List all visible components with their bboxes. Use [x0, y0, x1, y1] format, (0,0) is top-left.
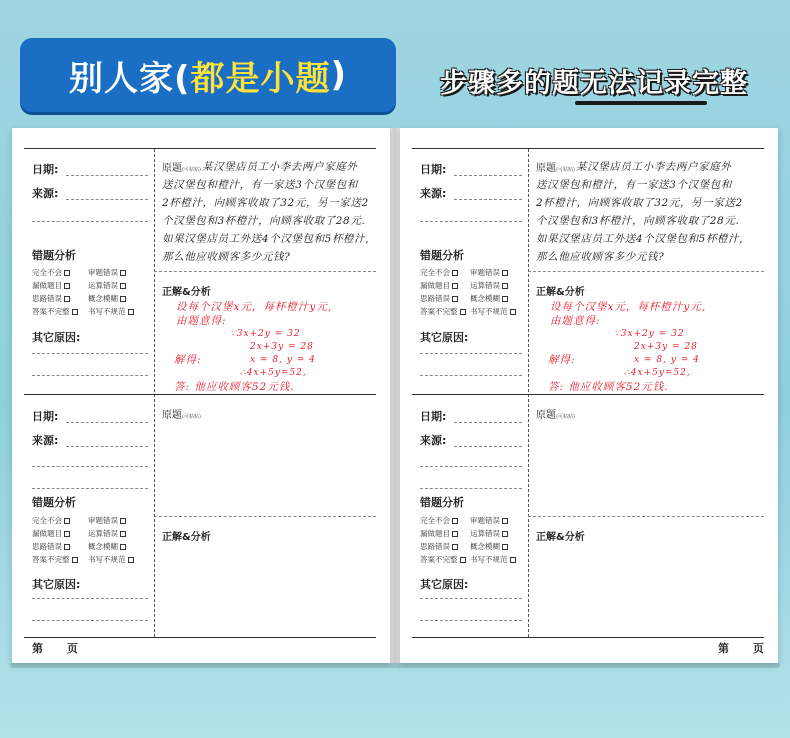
source-line: [66, 199, 148, 200]
answer-label: 正解&分析: [162, 287, 211, 298]
checkbox-item[interactable]: 完全不会: [32, 515, 70, 526]
checkbox-item[interactable]: 书写不规范: [470, 554, 516, 565]
date-label: 日期:: [32, 163, 59, 176]
original-label: 原题(可粘贴): [536, 163, 575, 174]
answer-label: 正解&分析: [536, 532, 585, 543]
checkbox-item[interactable]: 概念模糊: [470, 293, 508, 304]
checkbox-item[interactable]: 审题错误: [470, 267, 508, 278]
solution-equation: ∵3x+2y = 32: [230, 329, 301, 339]
checkbox-item[interactable]: 审题错误: [88, 515, 126, 526]
other-reason-label: 其它原因:: [420, 331, 469, 344]
date-label: 日期:: [420, 163, 447, 176]
other-reason-label: 其它原因:: [32, 331, 81, 344]
source-label: 来源:: [32, 434, 59, 447]
solution-answer: 答: 他应收顾客52元钱.: [548, 381, 669, 393]
checkbox-item[interactable]: 答案不完整: [420, 306, 466, 317]
date-line: [454, 422, 522, 423]
original-label: 原题(可粘贴): [536, 410, 575, 421]
notebook-page-left: [12, 128, 390, 663]
problem-line: 某汉堡店员工小李去两户家庭外: [576, 161, 732, 173]
source-label: 来源:: [420, 187, 447, 200]
section-divider: [154, 516, 376, 517]
page-number-label: 第 页: [718, 642, 774, 655]
problem-line: 如果汉堡店员工外送4个汉堡包和5杯橙汁,: [162, 233, 370, 245]
reason-line: [420, 620, 522, 621]
source-line: [32, 488, 148, 489]
solution-result: x = 8, y = 4: [634, 355, 700, 365]
column-divider: [528, 149, 529, 637]
original-label: 原题(可粘贴): [162, 410, 201, 421]
reason-line: [32, 353, 148, 354]
reason-line: [32, 375, 148, 376]
checkbox-item[interactable]: 思路错误: [420, 541, 458, 552]
page-frame: [24, 148, 376, 638]
solution-equation: ∵3x+2y = 32: [614, 329, 685, 339]
date-line: [66, 422, 148, 423]
solution-solve-label: 解得:: [174, 354, 202, 366]
solution-answer: 答: 他应收顾客52元钱.: [174, 381, 295, 393]
checkbox-item[interactable]: 书写不规范: [88, 306, 134, 317]
checkbox-item[interactable]: 漏做题目: [32, 280, 70, 291]
checkbox-item[interactable]: 完全不会: [420, 267, 458, 278]
solution-setup: 由题意得:: [176, 315, 227, 327]
notebook-page-right: [400, 128, 778, 663]
checkbox-item[interactable]: 漏做题目: [32, 528, 70, 539]
problem-line: 个汉堡包和3杯橙汁，向顾客收取了28元.: [536, 215, 740, 227]
checkbox-item[interactable]: 漏做题目: [420, 528, 458, 539]
checkbox-item[interactable]: 运算错误: [470, 528, 508, 539]
checkbox-item[interactable]: 完全不会: [32, 267, 70, 278]
checkbox-item[interactable]: 运算错误: [470, 280, 508, 291]
reason-line: [32, 620, 148, 621]
solution-result: x = 8, y = 4: [250, 355, 316, 365]
solution-final: ∴4x+5y=52,: [624, 368, 691, 378]
section-divider: [528, 271, 764, 272]
column-divider: [154, 149, 155, 637]
section-divider: [528, 516, 764, 517]
reason-line: [420, 598, 522, 599]
source-line: [32, 466, 148, 467]
date-line: [454, 175, 522, 176]
page-frame: [412, 148, 764, 638]
answer-label: 正解&分析: [162, 532, 211, 543]
problem-line: 送汉堡包和橙汁，有一家送3个汉堡包和: [536, 179, 732, 191]
checkbox-item[interactable]: 运算错误: [88, 528, 126, 539]
original-label: 原题(可粘贴): [162, 163, 201, 174]
reason-line: [420, 375, 522, 376]
checkbox-item[interactable]: 书写不规范: [470, 306, 516, 317]
date-label: 日期:: [420, 410, 447, 423]
solution-setup: 由题意得:: [550, 315, 601, 327]
source-line: [420, 221, 522, 222]
answer-label: 正解&分析: [536, 287, 585, 298]
problem-line: 个汉堡包和3杯橙汁，向顾客收取了28元.: [162, 215, 366, 227]
error-analysis-label: 错题分析: [420, 496, 464, 509]
checkbox-item[interactable]: 书写不规范: [88, 554, 134, 565]
checkbox-item[interactable]: 答案不完整: [32, 306, 78, 317]
section-divider: [154, 271, 376, 272]
source-line: [420, 488, 522, 489]
checkbox-item[interactable]: 概念模糊: [88, 293, 126, 304]
solution-solve-label: 解得:: [548, 354, 576, 366]
solution-equation: 2x+3y = 28: [250, 342, 314, 352]
checkbox-item[interactable]: 答案不完整: [420, 554, 466, 565]
solution-final: ∴4x+5y=52,: [240, 368, 307, 378]
source-line: [420, 466, 522, 467]
reason-line: [32, 598, 148, 599]
problem-line: 某汉堡店员工小李去两户家庭外: [202, 161, 358, 173]
banner-left-label: [20, 38, 396, 112]
problem-line: 那么他应收顾客多少元钱?: [162, 251, 291, 263]
checkbox-item[interactable]: 思路错误: [32, 293, 70, 304]
checkbox-item[interactable]: 答案不完整: [32, 554, 78, 565]
problem-line: 2杯橙汁，向顾客收取了32元，另一家送2: [162, 197, 369, 209]
reason-line: [420, 353, 522, 354]
checkbox-item[interactable]: 思路错误: [32, 541, 70, 552]
other-reason-label: 其它原因:: [32, 578, 81, 591]
source-label: 来源:: [32, 187, 59, 200]
checkbox-item[interactable]: 审题错误: [88, 267, 126, 278]
solution-setup: 设每个汉堡x元，每杯橙汁y元,: [550, 301, 707, 313]
banner-left-suffix: ): [330, 55, 348, 95]
banner-right-label: 步骤多的题无法记录完整: [440, 67, 748, 99]
checkbox-item[interactable]: 概念模糊: [470, 541, 508, 552]
entry-divider: [412, 394, 764, 395]
problem-line: 送汉堡包和橙汁，有一家送3个汉堡包和: [162, 179, 358, 191]
banner-underline: [575, 101, 707, 105]
checkbox-item[interactable]: 思路错误: [420, 293, 458, 304]
banner-left-highlight: 都是小题: [190, 58, 331, 99]
error-analysis-label: 错题分析: [32, 496, 76, 509]
problem-line: 如果汉堡店员工外送4个汉堡包和5杯橙汁,: [536, 233, 744, 245]
entry-divider: [24, 394, 376, 395]
source-line: [454, 199, 522, 200]
problem-line: 那么他应收顾客多少元钱?: [536, 251, 665, 263]
checkbox-item[interactable]: 审题错误: [470, 515, 508, 526]
date-line: [66, 175, 148, 176]
error-analysis-label: 错题分析: [32, 249, 76, 262]
source-label: 来源:: [420, 434, 447, 447]
checkbox-item[interactable]: 漏做题目: [420, 280, 458, 291]
source-line: [32, 221, 148, 222]
other-reason-label: 其它原因:: [420, 578, 469, 591]
checkbox-item[interactable]: 概念模糊: [88, 541, 126, 552]
page-number-label: 第 页: [32, 642, 88, 655]
checkbox-item[interactable]: 完全不会: [420, 515, 458, 526]
source-line: [454, 446, 522, 447]
source-line: [66, 446, 148, 447]
solution-setup: 设每个汉堡x元，每杯橙汁y元,: [176, 301, 333, 313]
banner-left-prefix: 别人家(: [68, 58, 191, 99]
error-analysis-label: 错题分析: [420, 249, 464, 262]
solution-equation: 2x+3y = 28: [634, 342, 698, 352]
checkbox-item[interactable]: 运算错误: [88, 280, 126, 291]
date-label: 日期:: [32, 410, 59, 423]
problem-line: 2杯橙汁，向顾客收取了32元，另一家送2: [536, 197, 743, 209]
